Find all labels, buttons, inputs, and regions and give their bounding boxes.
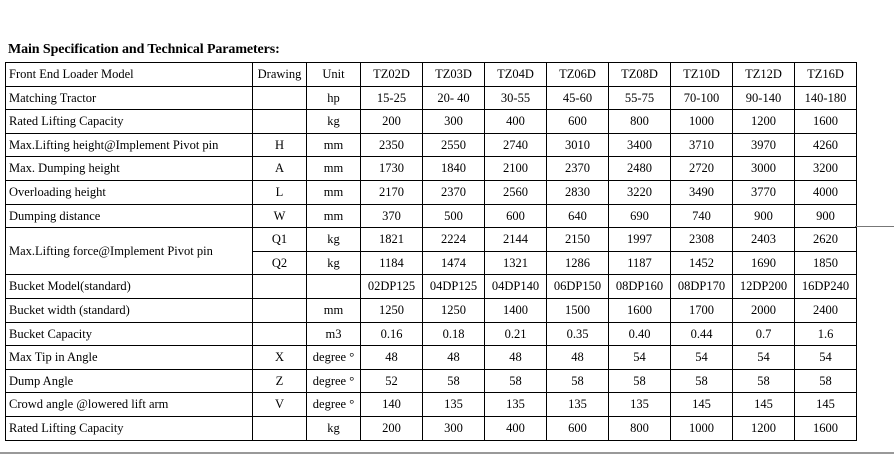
value-cell: 2370 xyxy=(547,157,609,181)
value-cell: 2560 xyxy=(485,180,547,204)
value-cell: 3200 xyxy=(795,157,857,181)
value-cell: 900 xyxy=(795,204,857,228)
drawing-cell: W xyxy=(253,204,307,228)
header-model: TZ12D xyxy=(733,63,795,87)
value-cell: 0.7 xyxy=(733,322,795,346)
row-label: Overloading height xyxy=(6,180,253,204)
value-cell: 08DP160 xyxy=(609,275,671,299)
value-cell: 58 xyxy=(423,369,485,393)
value-cell: 1187 xyxy=(609,251,671,275)
header-model: TZ03D xyxy=(423,63,485,87)
value-cell: 2620 xyxy=(795,228,857,252)
unit-cell: m3 xyxy=(307,322,361,346)
unit-cell: mm xyxy=(307,298,361,322)
header-model: TZ02D xyxy=(361,63,423,87)
value-cell: 2170 xyxy=(361,180,423,204)
drawing-cell: Z xyxy=(253,369,307,393)
row-label: Max Tip in Angle xyxy=(6,346,253,370)
row-label: Bucket Model(standard) xyxy=(6,275,253,299)
header-drawing: Drawing xyxy=(253,63,307,87)
value-cell: 200 xyxy=(361,110,423,134)
value-cell: 2370 xyxy=(423,180,485,204)
value-cell: 370 xyxy=(361,204,423,228)
header-model: TZ10D xyxy=(671,63,733,87)
value-cell: 58 xyxy=(485,369,547,393)
value-cell: 140 xyxy=(361,393,423,417)
unit-cell: mm xyxy=(307,204,361,228)
drawing-cell xyxy=(253,322,307,346)
value-cell: 300 xyxy=(423,416,485,440)
value-cell: 900 xyxy=(733,204,795,228)
unit-cell: degree ° xyxy=(307,369,361,393)
header-model: TZ08D xyxy=(609,63,671,87)
row-label: Bucket Capacity xyxy=(6,322,253,346)
value-cell: 135 xyxy=(547,393,609,417)
value-cell: 600 xyxy=(547,416,609,440)
drawing-cell: X xyxy=(253,346,307,370)
value-cell: 1700 xyxy=(671,298,733,322)
value-cell: 1452 xyxy=(671,251,733,275)
value-cell: 2308 xyxy=(671,228,733,252)
value-cell: 800 xyxy=(609,110,671,134)
value-cell: 1000 xyxy=(671,110,733,134)
value-cell: 0.35 xyxy=(547,322,609,346)
row-label: Max.Lifting force@Implement Pivot pin xyxy=(6,228,253,275)
value-cell: 0.16 xyxy=(361,322,423,346)
value-cell: 58 xyxy=(547,369,609,393)
drawing-cell: Q1 xyxy=(253,228,307,252)
spec-table-body xyxy=(6,63,857,441)
value-cell: 3970 xyxy=(733,133,795,157)
value-cell: 04DP140 xyxy=(485,275,547,299)
unit-cell: kg xyxy=(307,228,361,252)
row-label: Bucket width (standard) xyxy=(6,298,253,322)
row-label: Rated Lifting Capacity xyxy=(6,416,253,440)
value-cell: 02DP125 xyxy=(361,275,423,299)
value-cell: 1286 xyxy=(547,251,609,275)
value-cell: 1600 xyxy=(795,416,857,440)
drawing-cell: H xyxy=(253,133,307,157)
table-row xyxy=(6,86,857,110)
value-cell: 1000 xyxy=(671,416,733,440)
value-cell: 0.40 xyxy=(609,322,671,346)
bottom-rule xyxy=(0,452,894,454)
value-cell: 145 xyxy=(795,393,857,417)
value-cell: 3400 xyxy=(609,133,671,157)
value-cell: 2150 xyxy=(547,228,609,252)
value-cell: 1400 xyxy=(485,298,547,322)
value-cell: 54 xyxy=(609,346,671,370)
header-label: Front End Loader Model xyxy=(6,63,253,87)
drawing-cell xyxy=(253,86,307,110)
spec-table xyxy=(5,62,857,441)
value-cell: 15-25 xyxy=(361,86,423,110)
value-cell: 1850 xyxy=(795,251,857,275)
value-cell: 4000 xyxy=(795,180,857,204)
unit-cell: mm xyxy=(307,133,361,157)
value-cell: 140-180 xyxy=(795,86,857,110)
unit-cell xyxy=(307,275,361,299)
value-cell: 145 xyxy=(733,393,795,417)
value-cell: 1997 xyxy=(609,228,671,252)
value-cell: 740 xyxy=(671,204,733,228)
value-cell: 2403 xyxy=(733,228,795,252)
value-cell: 200 xyxy=(361,416,423,440)
value-cell: 1500 xyxy=(547,298,609,322)
value-cell: 2720 xyxy=(671,157,733,181)
row-label: Dumping distance xyxy=(6,204,253,228)
value-cell: 1474 xyxy=(423,251,485,275)
value-cell: 70-100 xyxy=(671,86,733,110)
value-cell: 58 xyxy=(795,369,857,393)
value-cell: 1184 xyxy=(361,251,423,275)
drawing-cell: L xyxy=(253,180,307,204)
drawing-cell xyxy=(253,275,307,299)
value-cell: 3000 xyxy=(733,157,795,181)
value-cell: 55-75 xyxy=(609,86,671,110)
header-model: TZ16D xyxy=(795,63,857,87)
value-cell: 58 xyxy=(671,369,733,393)
value-cell: 0.18 xyxy=(423,322,485,346)
value-cell: 3220 xyxy=(609,180,671,204)
value-cell: 58 xyxy=(609,369,671,393)
value-cell: 16DP240 xyxy=(795,275,857,299)
header-model: TZ04D xyxy=(485,63,547,87)
value-cell: 48 xyxy=(423,346,485,370)
table-row xyxy=(6,346,857,370)
unit-cell: mm xyxy=(307,157,361,181)
value-cell: 54 xyxy=(795,346,857,370)
value-cell: 08DP170 xyxy=(671,275,733,299)
unit-cell: kg xyxy=(307,251,361,275)
value-cell: 500 xyxy=(423,204,485,228)
value-cell: 90-140 xyxy=(733,86,795,110)
row-label: Max. Dumping height xyxy=(6,157,253,181)
drawing-cell: V xyxy=(253,393,307,417)
value-cell: 1321 xyxy=(485,251,547,275)
value-cell: 135 xyxy=(609,393,671,417)
value-cell: 2350 xyxy=(361,133,423,157)
value-cell: 58 xyxy=(733,369,795,393)
value-cell: 06DP150 xyxy=(547,275,609,299)
value-cell: 1250 xyxy=(423,298,485,322)
unit-cell: kg xyxy=(307,110,361,134)
value-cell: 2400 xyxy=(795,298,857,322)
page-title: Main Specification and Technical Parameters: xyxy=(8,42,280,57)
header-model: TZ06D xyxy=(547,63,609,87)
unit-cell: mm xyxy=(307,180,361,204)
table-row xyxy=(6,228,857,252)
value-cell: 1200 xyxy=(733,416,795,440)
row-label: Rated Lifting Capacity xyxy=(6,110,253,134)
value-cell: 04DP125 xyxy=(423,275,485,299)
value-cell: 48 xyxy=(547,346,609,370)
value-cell: 2480 xyxy=(609,157,671,181)
value-cell: 3490 xyxy=(671,180,733,204)
unit-cell: degree ° xyxy=(307,346,361,370)
header-unit: Unit xyxy=(307,63,361,87)
value-cell: 600 xyxy=(547,110,609,134)
value-cell: 800 xyxy=(609,416,671,440)
value-cell: 0.44 xyxy=(671,322,733,346)
value-cell: 12DP200 xyxy=(733,275,795,299)
unit-cell: degree ° xyxy=(307,393,361,417)
table-row xyxy=(6,204,857,228)
value-cell: 135 xyxy=(485,393,547,417)
table-row xyxy=(6,275,857,299)
drawing-cell xyxy=(253,298,307,322)
divider-line xyxy=(855,226,894,227)
value-cell: 2100 xyxy=(485,157,547,181)
value-cell: 48 xyxy=(485,346,547,370)
value-cell: 400 xyxy=(485,110,547,134)
value-cell: 54 xyxy=(671,346,733,370)
unit-cell: kg xyxy=(307,416,361,440)
value-cell: 600 xyxy=(485,204,547,228)
table-row xyxy=(6,298,857,322)
row-label: Max.Lifting height@Implement Pivot pin xyxy=(6,133,253,157)
header-row xyxy=(6,63,857,87)
value-cell: 135 xyxy=(423,393,485,417)
value-cell: 1821 xyxy=(361,228,423,252)
value-cell: 2550 xyxy=(423,133,485,157)
table-row xyxy=(6,322,857,346)
value-cell: 145 xyxy=(671,393,733,417)
table-row xyxy=(6,369,857,393)
drawing-cell xyxy=(253,416,307,440)
value-cell: 1250 xyxy=(361,298,423,322)
value-cell: 52 xyxy=(361,369,423,393)
row-label: Crowd angle @lowered lift arm xyxy=(6,393,253,417)
value-cell: 20- 40 xyxy=(423,86,485,110)
value-cell: 2000 xyxy=(733,298,795,322)
value-cell: 2224 xyxy=(423,228,485,252)
table-row xyxy=(6,180,857,204)
row-label: Matching Tractor xyxy=(6,86,253,110)
value-cell: 300 xyxy=(423,110,485,134)
value-cell: 3010 xyxy=(547,133,609,157)
value-cell: 4260 xyxy=(795,133,857,157)
value-cell: 640 xyxy=(547,204,609,228)
table-row xyxy=(6,110,857,134)
unit-cell: hp xyxy=(307,86,361,110)
drawing-cell xyxy=(253,110,307,134)
value-cell: 0.21 xyxy=(485,322,547,346)
value-cell: 690 xyxy=(609,204,671,228)
value-cell: 48 xyxy=(361,346,423,370)
table-row xyxy=(6,157,857,181)
value-cell: 45-60 xyxy=(547,86,609,110)
value-cell: 1600 xyxy=(609,298,671,322)
value-cell: 2144 xyxy=(485,228,547,252)
value-cell: 2740 xyxy=(485,133,547,157)
drawing-cell: A xyxy=(253,157,307,181)
value-cell: 30-55 xyxy=(485,86,547,110)
value-cell: 1200 xyxy=(733,110,795,134)
value-cell: 2830 xyxy=(547,180,609,204)
value-cell: 3710 xyxy=(671,133,733,157)
value-cell: 3770 xyxy=(733,180,795,204)
value-cell: 400 xyxy=(485,416,547,440)
value-cell: 54 xyxy=(733,346,795,370)
table-row xyxy=(6,393,857,417)
table-row xyxy=(6,133,857,157)
drawing-cell: Q2 xyxy=(253,251,307,275)
value-cell: 1600 xyxy=(795,110,857,134)
value-cell: 1730 xyxy=(361,157,423,181)
value-cell: 1690 xyxy=(733,251,795,275)
value-cell: 1840 xyxy=(423,157,485,181)
value-cell: 1.6 xyxy=(795,322,857,346)
row-label: Dump Angle xyxy=(6,369,253,393)
table-row xyxy=(6,416,857,440)
